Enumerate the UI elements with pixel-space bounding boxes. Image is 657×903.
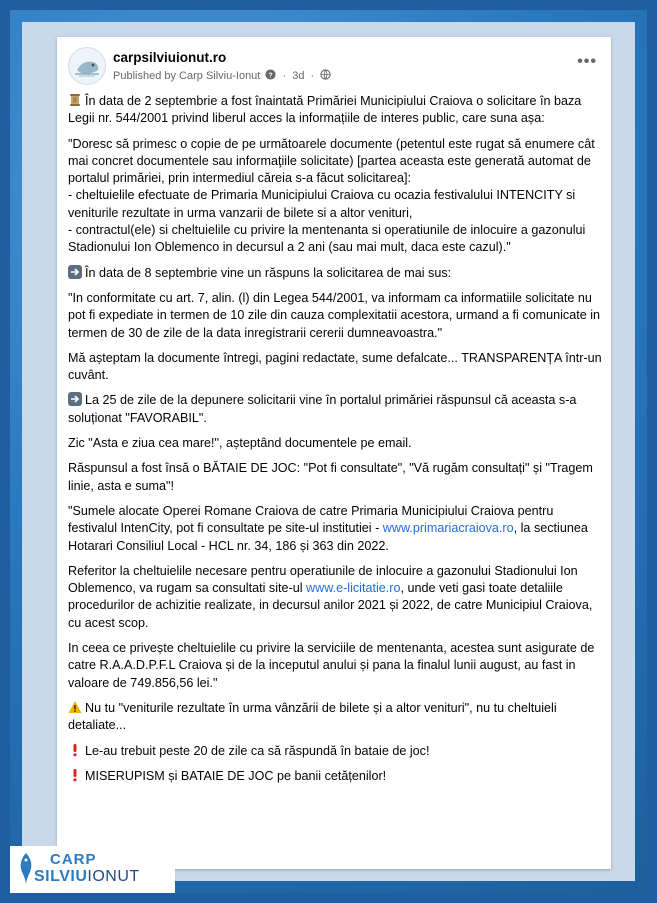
- e-licitatie-link[interactable]: www.e-licitatie.ro: [306, 581, 401, 596]
- paragraph: Referitor la cheltuielile necesare pentru operatiunile de inlocuire a gazonului Stadionului Ion Oblemenco, va rugam sa consultati site-ul www.e-licitatie.ro, unde veti gasi toate detaliile procedurilor de achizitie realizate, in decursul anilor 2021 și 2022, de catre Municipiul Craiova, cu acest scop.: [68, 563, 593, 630]
- paragraph: Le-au trebuit peste 20 de zile ca să răspundă în bataie de joc!: [68, 743, 602, 760]
- paragraph: În data de 8 septembrie vine un răspuns la solicitarea de mai sus:: [68, 265, 602, 282]
- logo-carp-text: CARP: [50, 851, 97, 868]
- post-meta: Published by Carp Silviu-Ionut ? · 3d ·: [113, 69, 331, 82]
- paragraph: Nu tu "veniturile rezultate în urma vânzării de bilete și a altor venituri", nu tu cheltuieli detaliate...: [68, 700, 557, 733]
- post-text: [68, 93, 602, 793]
- more-options-icon[interactable]: •••: [577, 53, 597, 70]
- paragraph: Răspunsul a fost însă o BĂTAIE DE JOC: "Pot fi consultate", "Vă rugăm consultați" și "Tragem linie, asta e suma"!: [68, 461, 593, 493]
- fish-icon: [16, 852, 36, 886]
- right-arrow-icon: [68, 392, 82, 406]
- page-avatar[interactable]: [68, 47, 106, 85]
- paragraph: "Sumele alocate Operei Romane Craiova de catre Primaria Municipiului Craiova pentru festivalul IntenCity, pot fi consultate pe site-ul institutiei - www.primariacraiova.ro, la sectiunea Hotarari Consiliul Local - HCL nr. 34, 186 și 363 din 2022.: [68, 503, 588, 553]
- page-name-link[interactable]: carpsilviuionut.ro: [113, 50, 227, 65]
- scroll-icon: [68, 93, 82, 107]
- svg-text:?: ?: [268, 70, 274, 80]
- right-arrow-icon: [68, 265, 82, 279]
- carp-silviu-ionut-logo: [10, 846, 175, 893]
- paragraph: MISERUPISM și BATAIE DE JOC pe banii cetățenilor!: [68, 768, 602, 785]
- paragraph: "In conformitate cu art. 7, alin. (l) din Legea 544/2001, va informam ca informatiile solicitate nu pot fi expediate in termen de 10 zile din cauza complexitatii acestora, urmand a fi comunicate in termen de 30 de zile de la data inregistrarii cererii dumneavoastra.": [68, 290, 601, 340]
- warning-icon: [68, 700, 82, 714]
- primariacraiova-link[interactable]: www.primariacraiova.ro: [382, 521, 514, 536]
- paragraph: In ceea ce privește cheltuielile cu privire la serviciile de mentenanta, acestea sunt asigurate de catre R.A.A.D.P.F.L Craiova și de la inceputul anului și pana la finalul lunii august, au fast in valoare de 749.856,56 lei.": [68, 641, 595, 690]
- globe-icon: [320, 69, 331, 80]
- facebook-post-card: [57, 37, 611, 869]
- exclamation-icon: [68, 768, 82, 782]
- post-header: [68, 47, 601, 87]
- post-time[interactable]: 3d: [292, 70, 305, 82]
- paragraph: "Doresc să primesc o copie de pe următoarele documente (petentul este rugat să enumere cât mai concret documentele sau informaţiile solicitate) [partea aceasta este generată automat de portalul primăriei, prin intermediul căreia s-a făcut solicitarea]: - cheltuielile efectuate de Primaria Municipiului Craiova cu ocazia festivalului INTENCITY si veniturile rezultate in urma vanzarii de bilete si a altor venituri, - contractul(ele) si cheltuielile cu privire la mentenanta si operatiunile de inlocuire a gazonului Stadionului Ion Oblemenco in decursul a 2 ani (sau mai mult, daca este cazul).": [68, 136, 595, 255]
- paragraph: În data de 2 septembrie a fost înaintată Primăriei Municipiului Craiova o solicitare în baza Legii nr. 544/2001 privind liberul acces la informațiile de interes public, care suna așa:: [68, 94, 582, 126]
- paragraph: Zic "Asta e ziua cea mare!", așteptând documentele pe email.: [68, 436, 412, 451]
- paragraph: La 25 de zile de la depunere solicitarii vine în portalul primăriei răspunsul că aceasta s-a soluționat "FAVORABIL".: [68, 393, 577, 425]
- paragraph: Mă așteptam la documente întregi, pagini redactate, sume defalcate... TRANSPARENȚA într-un cuvânt.: [68, 350, 602, 383]
- exclamation-icon: [68, 743, 82, 757]
- help-icon[interactable]: [265, 69, 276, 80]
- logo-silviu-text: SILVIUIONUT: [34, 868, 140, 885]
- published-by[interactable]: Published by Carp Silviu-Ionut: [113, 70, 261, 82]
